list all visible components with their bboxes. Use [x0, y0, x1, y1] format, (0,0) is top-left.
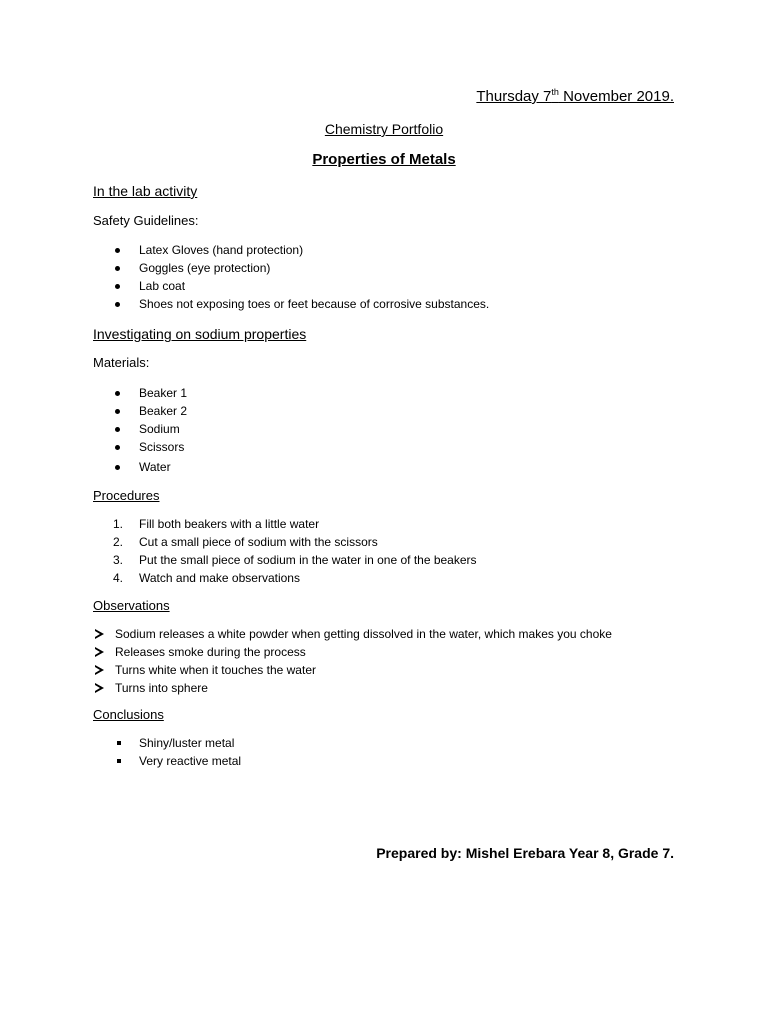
document-date	[476, 88, 674, 105]
list-item	[113, 551, 477, 569]
list-item: Releases smoke during the process	[93, 643, 612, 661]
list-item: Scissors	[113, 438, 187, 456]
materials-list	[113, 384, 187, 476]
step-text: Fill both beakers with a little water	[139, 517, 320, 531]
conclusions-list	[113, 734, 241, 770]
step-text: Watch and make observations	[139, 571, 300, 585]
list-item	[113, 533, 477, 551]
list-item: Beaker 2	[113, 402, 187, 420]
list-item: Latex Gloves (hand protection)	[113, 241, 489, 259]
subject-title: Chemistry Portfolio	[324, 121, 444, 137]
date-prefix: Thursday 7	[476, 88, 552, 105]
safety-label: Safety Guidelines:	[93, 213, 199, 228]
prepared-by: Prepared by: Mishel Erebara Year 8, Grade 7.	[376, 845, 674, 861]
investigation-heading: Investigating on sodium properties	[93, 326, 307, 342]
list-item: Sodium	[113, 420, 187, 438]
conclusions-heading: Conclusions	[93, 707, 164, 722]
step-text: Put the small piece of sodium in the water in one of the beakers	[139, 553, 477, 567]
step-text: Cut a small piece of sodium with the scissors	[139, 535, 378, 549]
step-number: 3.	[113, 553, 124, 567]
date-suffix: November 2019.	[558, 88, 674, 105]
observations-list	[93, 625, 612, 697]
safety-list	[113, 241, 489, 313]
list-item: Goggles (eye protection)	[113, 259, 489, 277]
step-number: 4.	[113, 571, 124, 585]
list-item: Beaker 1	[113, 384, 187, 402]
list-item: Sodium releases a white powder when getting dissolved in the water, which makes you choke	[93, 625, 612, 643]
lab-heading: In the lab activity	[93, 183, 198, 199]
list-item: Shiny/luster metal	[113, 734, 241, 752]
list-item: Very reactive metal	[113, 752, 241, 770]
list-item: Shoes not exposing toes or feet because of corrosive substances.	[113, 295, 489, 313]
list-item: Turns into sphere	[93, 679, 612, 697]
step-number: 1.	[113, 517, 124, 531]
list-item	[113, 515, 477, 533]
list-item: Lab coat	[113, 277, 489, 295]
observations-heading: Observations	[93, 598, 170, 613]
list-item: Turns white when it touches the water	[93, 661, 612, 679]
procedures-list	[113, 515, 477, 587]
list-item: Water	[113, 458, 187, 476]
step-number: 2.	[113, 535, 124, 549]
date-superscript: th	[551, 87, 559, 97]
materials-label: Materials:	[93, 355, 150, 370]
list-item	[113, 569, 477, 587]
procedures-heading: Procedures	[93, 488, 160, 503]
topic-title: Properties of Metals	[312, 151, 456, 168]
